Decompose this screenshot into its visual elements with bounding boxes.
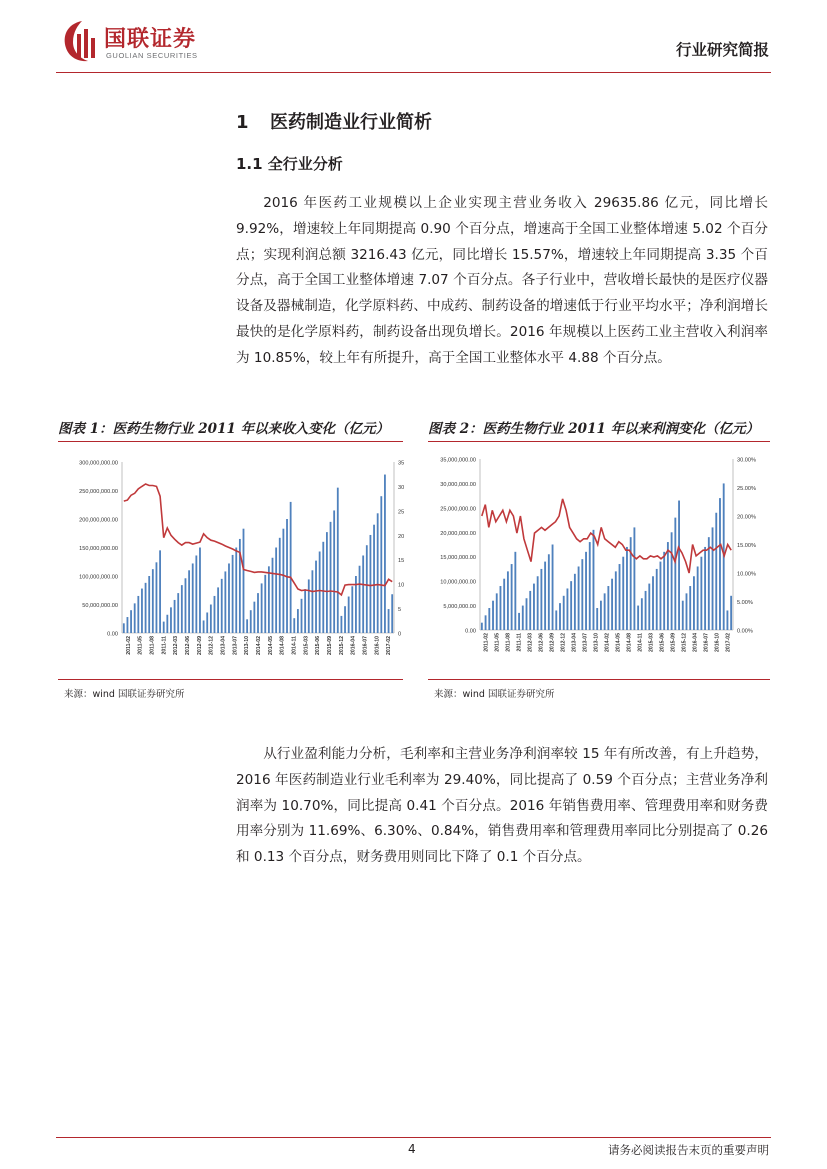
revenue-bar (261, 583, 263, 633)
revenue-bar (652, 576, 654, 630)
revenue-bar (174, 600, 176, 633)
revenue-bar (319, 551, 321, 633)
y-left-tick-label: 25,000,000.00 (440, 506, 476, 513)
revenue-bar (253, 602, 255, 633)
revenue-bar (589, 542, 591, 630)
revenue-bar (206, 612, 208, 633)
footer-disclaimer: 请务必阅读报告末页的重要声明 (608, 1143, 769, 1157)
revenue-bar (384, 475, 386, 633)
revenue-bar (533, 584, 535, 630)
revenue-bar (581, 559, 583, 630)
revenue-bar (537, 576, 539, 630)
x-tick-label: 2012-06 (538, 633, 545, 653)
x-tick-label: 2012-06 (185, 636, 192, 656)
revenue-bar (188, 570, 190, 633)
y-left-tick-label: 5,000,000.00 (443, 604, 476, 611)
revenue-bar (548, 554, 550, 630)
revenue-bar (315, 561, 317, 633)
revenue-bar (641, 598, 643, 630)
figure-2-title: 图表 2：医药生物行业 2011 年以来利润变化（亿元） (428, 417, 770, 442)
revenue-bar (373, 525, 375, 633)
x-tick-label: 2012-12 (560, 633, 567, 653)
x-tick-label: 2011-11 (161, 636, 168, 655)
revenue-bar (518, 613, 520, 630)
x-tick-label: 2011-05 (137, 636, 144, 655)
revenue-bar (648, 584, 650, 630)
revenue-chart (58, 446, 403, 671)
revenue-bar (674, 518, 676, 630)
y-right-tick-label: 25.00% (737, 486, 756, 492)
growth-rate-line (124, 484, 392, 595)
revenue-bar (177, 593, 179, 633)
page-number: 4 (408, 1142, 416, 1156)
revenue-bar (326, 532, 328, 633)
revenue-bar (559, 603, 561, 630)
y-left-tick-label: 250,000,000.00 (79, 489, 118, 495)
x-tick-label: 2011-11 (516, 633, 523, 652)
revenue-bar (686, 593, 688, 630)
x-tick-label: 2013-04 (571, 633, 578, 653)
revenue-bar (275, 548, 277, 634)
revenue-bar (341, 616, 343, 633)
y-right-tick-label: 15.00% (737, 543, 756, 549)
revenue-bar (250, 610, 252, 633)
revenue-bar (362, 555, 364, 633)
revenue-bar (682, 601, 684, 630)
report-type: 行业研究简报 (675, 41, 769, 59)
logo-english-name: GUOLIAN SECURITIES (106, 51, 198, 60)
profit-chart (428, 446, 770, 671)
revenue-bar (181, 585, 183, 633)
growth-rate-line (482, 499, 731, 573)
x-tick-label: 2011-08 (505, 633, 512, 652)
x-tick-label: 2011-02 (483, 633, 490, 652)
x-tick-label: 2015-06 (315, 636, 322, 656)
revenue-bar (377, 513, 379, 633)
revenue-bar (697, 566, 699, 630)
revenue-bar (708, 537, 710, 630)
revenue-bar (596, 608, 598, 630)
subsection-heading: 1.1 全行业分析 (236, 155, 343, 173)
x-tick-label: 2012-09 (549, 633, 556, 653)
revenue-bar (719, 498, 721, 630)
x-tick-label: 2014-05 (615, 633, 622, 653)
y-right-tick-label: 30 (398, 484, 405, 491)
revenue-bar (348, 597, 350, 633)
revenue-bar (148, 576, 150, 633)
revenue-bar (235, 548, 237, 634)
revenue-bar (359, 566, 361, 633)
y-right-tick-label: 10.00% (737, 571, 756, 578)
x-tick-label: 2015-12 (338, 636, 345, 656)
guolian-logo (60, 18, 230, 64)
y-right-tick-label: 5.00% (737, 600, 753, 606)
y-left-tick-label: 35,000,000.00 (440, 457, 476, 464)
revenue-bar (366, 545, 368, 633)
revenue-bar (304, 589, 306, 633)
revenue-bar (503, 579, 505, 630)
section-heading (236, 108, 432, 134)
revenue-bar (700, 557, 702, 630)
revenue-bar (637, 606, 639, 630)
figure-1-chart (58, 446, 403, 675)
paragraph-industry-overview (236, 191, 768, 372)
revenue-bar (570, 581, 572, 630)
revenue-bar (712, 527, 714, 630)
revenue-bar (301, 599, 303, 633)
revenue-bar (730, 596, 732, 630)
x-tick-label: 2015-03 (303, 636, 310, 656)
revenue-bar (268, 566, 270, 633)
revenue-bar (195, 555, 197, 633)
x-tick-label: 2013-07 (582, 633, 589, 653)
page-header (0, 0, 827, 75)
y-right-tick-label: 35 (398, 460, 405, 467)
x-tick-label: 2016-10 (374, 636, 381, 656)
revenue-bar (333, 510, 335, 633)
x-tick-label: 2011-02 (125, 636, 132, 655)
x-tick-label: 2011-05 (494, 633, 501, 652)
x-tick-label: 2015-09 (326, 636, 333, 656)
revenue-bar (380, 496, 382, 633)
guolian-logo-icon (60, 18, 100, 64)
revenue-bar (156, 562, 158, 633)
revenue-bar (297, 609, 299, 633)
revenue-bar (678, 501, 680, 630)
y-left-tick-label: 15,000,000.00 (440, 555, 476, 562)
revenue-bar (228, 563, 230, 633)
revenue-bar (585, 552, 587, 630)
figure-1-source: 来源：wind 国联证券研究所 (64, 689, 185, 700)
revenue-bar (344, 606, 346, 633)
x-tick-label: 2014-08 (626, 633, 633, 653)
revenue-bar (671, 532, 673, 630)
revenue-bar (137, 596, 139, 633)
revenue-bar (604, 593, 606, 630)
y-left-tick-label: 200,000,000.00 (79, 517, 118, 524)
x-tick-label: 2015-03 (648, 633, 655, 653)
revenue-bar (123, 623, 125, 633)
x-tick-label: 2014-02 (604, 633, 611, 653)
revenue-bar (593, 530, 595, 630)
x-tick-label: 2012-09 (196, 636, 203, 656)
footer-divider (56, 1137, 771, 1138)
y-left-tick-label: 150,000,000.00 (79, 546, 118, 552)
y-left-tick-label: 0.00 (465, 628, 476, 635)
revenue-bar (217, 587, 219, 633)
y-left-tick-label: 100,000,000.00 (79, 574, 118, 581)
x-tick-label: 2016-07 (703, 633, 710, 653)
revenue-bar (293, 618, 295, 633)
revenue-bar (127, 617, 129, 633)
x-tick-label: 2017-02 (725, 633, 732, 653)
revenue-bar (492, 601, 494, 630)
y-right-tick-label: 15 (398, 558, 405, 565)
revenue-bar (500, 586, 502, 630)
revenue-bar (210, 605, 212, 634)
revenue-bar (555, 610, 557, 630)
revenue-bar (351, 586, 353, 633)
revenue-bar (337, 488, 339, 633)
y-right-tick-label: 10 (398, 582, 405, 589)
revenue-bar (529, 591, 531, 630)
revenue-bar (704, 547, 706, 630)
revenue-bar (607, 586, 609, 630)
paragraph-profitability (236, 742, 768, 871)
y-right-tick-label: 20.00% (737, 514, 756, 521)
revenue-bar (574, 574, 576, 630)
revenue-bar (159, 550, 161, 633)
revenue-bar (192, 563, 194, 633)
revenue-bar (170, 607, 172, 633)
revenue-bar (264, 575, 266, 633)
revenue-bar (522, 606, 524, 630)
x-tick-label: 2011-08 (149, 636, 156, 655)
revenue-bar (544, 562, 546, 630)
revenue-bar (185, 578, 187, 633)
y-left-tick-label: 300,000,000.00 (79, 460, 118, 467)
x-tick-label: 2013-10 (244, 636, 251, 656)
y-right-tick-label: 25 (398, 509, 405, 516)
x-tick-label: 2013-07 (232, 636, 239, 656)
revenue-bar (660, 562, 662, 630)
revenue-bar (496, 593, 498, 630)
revenue-bar (578, 566, 580, 630)
x-tick-label: 2014-02 (256, 636, 262, 656)
revenue-bar (130, 610, 132, 633)
paragraph-text: 2016 年医药工业规模以上企业实现主营业务收入 29635.86 亿元，同比增长 9.92%，增速较上年同期提高 0.90 个百分点，增速高于全国工业整体增速 5.02 个百分点；实现利润总额 3216.43 亿元，同比增长 15.57%，增速较上年同期提高 3.35 个百分点，高于全国工业整体增速 7.07 个百分点。各子行业中，营收增长最快的是医疗仪器设备及器械制造，化学原料药、中成药、制药设备的增速低于行业平均水平；净利润增长最快的是化学原料药，制药设备出现负增长。2016 年规模以上医药工业主营收入利润率为 10.85%，较上年有所提升，高于全国工业整体水平 4.88 个百分点。 (236, 195, 768, 366)
x-tick-label: 2015-09 (670, 633, 677, 653)
revenue-bar (656, 569, 658, 630)
revenue-bar (308, 579, 310, 633)
x-tick-label: 2015-12 (681, 633, 688, 653)
revenue-bar (282, 529, 284, 633)
revenue-bar (622, 557, 624, 630)
figure-2-chart (428, 446, 770, 675)
revenue-bar (311, 570, 313, 633)
revenue-bar (514, 552, 516, 630)
x-tick-label: 2016-10 (714, 633, 721, 653)
revenue-bar (507, 571, 509, 630)
revenue-bar (552, 545, 554, 631)
revenue-bar (388, 609, 390, 633)
x-tick-label: 2012-12 (208, 636, 215, 656)
revenue-bar (481, 623, 483, 630)
x-tick-label: 2012-03 (173, 636, 180, 656)
revenue-bar (526, 598, 528, 630)
revenue-bar (257, 593, 259, 633)
revenue-bar (615, 571, 617, 630)
revenue-bar (693, 576, 695, 630)
y-right-tick-label: 0.00% (737, 628, 753, 635)
figure-1-title: 图表 1：医药生物行业 2011 年以来收入变化（亿元） (58, 417, 403, 442)
revenue-bar (667, 542, 669, 630)
revenue-bar (567, 588, 569, 630)
revenue-bar (224, 571, 226, 633)
revenue-bar (145, 583, 147, 633)
revenue-bar (246, 619, 248, 633)
x-tick-label: 2014-11 (637, 633, 644, 652)
x-tick-label: 2013-10 (593, 633, 600, 653)
y-left-tick-label: 10,000,000.00 (440, 579, 476, 586)
revenue-bar (141, 589, 143, 633)
revenue-bar (221, 579, 223, 633)
revenue-bar (689, 586, 691, 630)
section-number: 1 (236, 112, 249, 133)
y-left-tick-label: 30,000,000.00 (440, 481, 476, 488)
section-title: 医药制造业行业简析 (270, 112, 432, 133)
revenue-bar (611, 579, 613, 630)
x-tick-label: 2013-04 (220, 636, 227, 656)
revenue-bar (232, 555, 234, 633)
y-right-tick-label: 0 (398, 631, 402, 638)
revenue-bar (626, 547, 628, 630)
revenue-bar (600, 601, 602, 630)
revenue-bar (322, 542, 324, 633)
x-tick-label: 2016-04 (350, 636, 357, 656)
y-right-tick-label: 5 (398, 607, 402, 614)
figure-2-source-divider (428, 679, 770, 680)
y-left-tick-label: 50,000,000.00 (82, 603, 118, 609)
revenue-bar (391, 594, 393, 633)
x-tick-label: 2012-03 (527, 633, 534, 653)
logo-chinese-name: 国联证券 (104, 27, 197, 52)
x-tick-label: 2014-11 (291, 636, 298, 655)
x-tick-label: 2017-02 (386, 636, 393, 656)
revenue-bar (645, 591, 647, 630)
revenue-bar (203, 620, 205, 633)
revenue-bar (726, 610, 728, 630)
y-left-tick-label: 20,000,000.00 (440, 530, 476, 537)
revenue-bar (663, 552, 665, 630)
revenue-bar (619, 564, 621, 630)
revenue-bar (214, 596, 216, 633)
revenue-bar (488, 608, 490, 630)
y-right-tick-label: 30.00% (737, 457, 756, 464)
revenue-bar (485, 615, 487, 630)
revenue-bar (370, 535, 372, 633)
revenue-bar (540, 569, 542, 630)
revenue-bar (715, 513, 717, 630)
y-right-tick-label: 20 (398, 533, 405, 540)
revenue-bar (279, 538, 281, 633)
x-tick-label: 2014-05 (267, 636, 274, 656)
revenue-bar (511, 564, 513, 630)
revenue-bar (134, 603, 136, 633)
header-divider (56, 72, 771, 73)
y-left-tick-label: 0.00 (107, 631, 118, 638)
x-tick-label: 2014-08 (279, 636, 286, 656)
revenue-bar (290, 502, 292, 633)
x-tick-label: 2016-04 (692, 633, 699, 653)
revenue-bar (563, 596, 565, 630)
revenue-bar (166, 615, 168, 633)
revenue-bar (272, 558, 274, 633)
revenue-bar (163, 622, 165, 633)
paragraph-text: 从行业盈利能力分析，毛利率和主营业务净利润率较 15 年有所改善，有上升趋势，2016 年医药制造业行业毛利率为 29.40%，同比提高了 0.59 个百分点；主营业务净利润率为 10.70%，同比提高 0.41 个百分点。2016 年销售费用率、管理费用率和财务费用率分别为 11.69%、6.30%、0.84%，销售费用率和管理费用率同比分别提高了 0.26 和 0.13 个百分点，财务费用则同比下降了 0.1 个百分点。 (236, 746, 768, 866)
revenue-bar (152, 569, 154, 633)
figure-2-source: 来源：wind 国联证券研究所 (434, 689, 555, 700)
revenue-bar (633, 527, 635, 630)
figure-1-source-divider (58, 679, 403, 680)
x-tick-label: 2015-06 (659, 633, 666, 653)
revenue-bar (243, 529, 245, 633)
revenue-bar (199, 548, 201, 634)
x-tick-label: 2016-07 (362, 636, 369, 656)
revenue-bar (330, 522, 332, 633)
